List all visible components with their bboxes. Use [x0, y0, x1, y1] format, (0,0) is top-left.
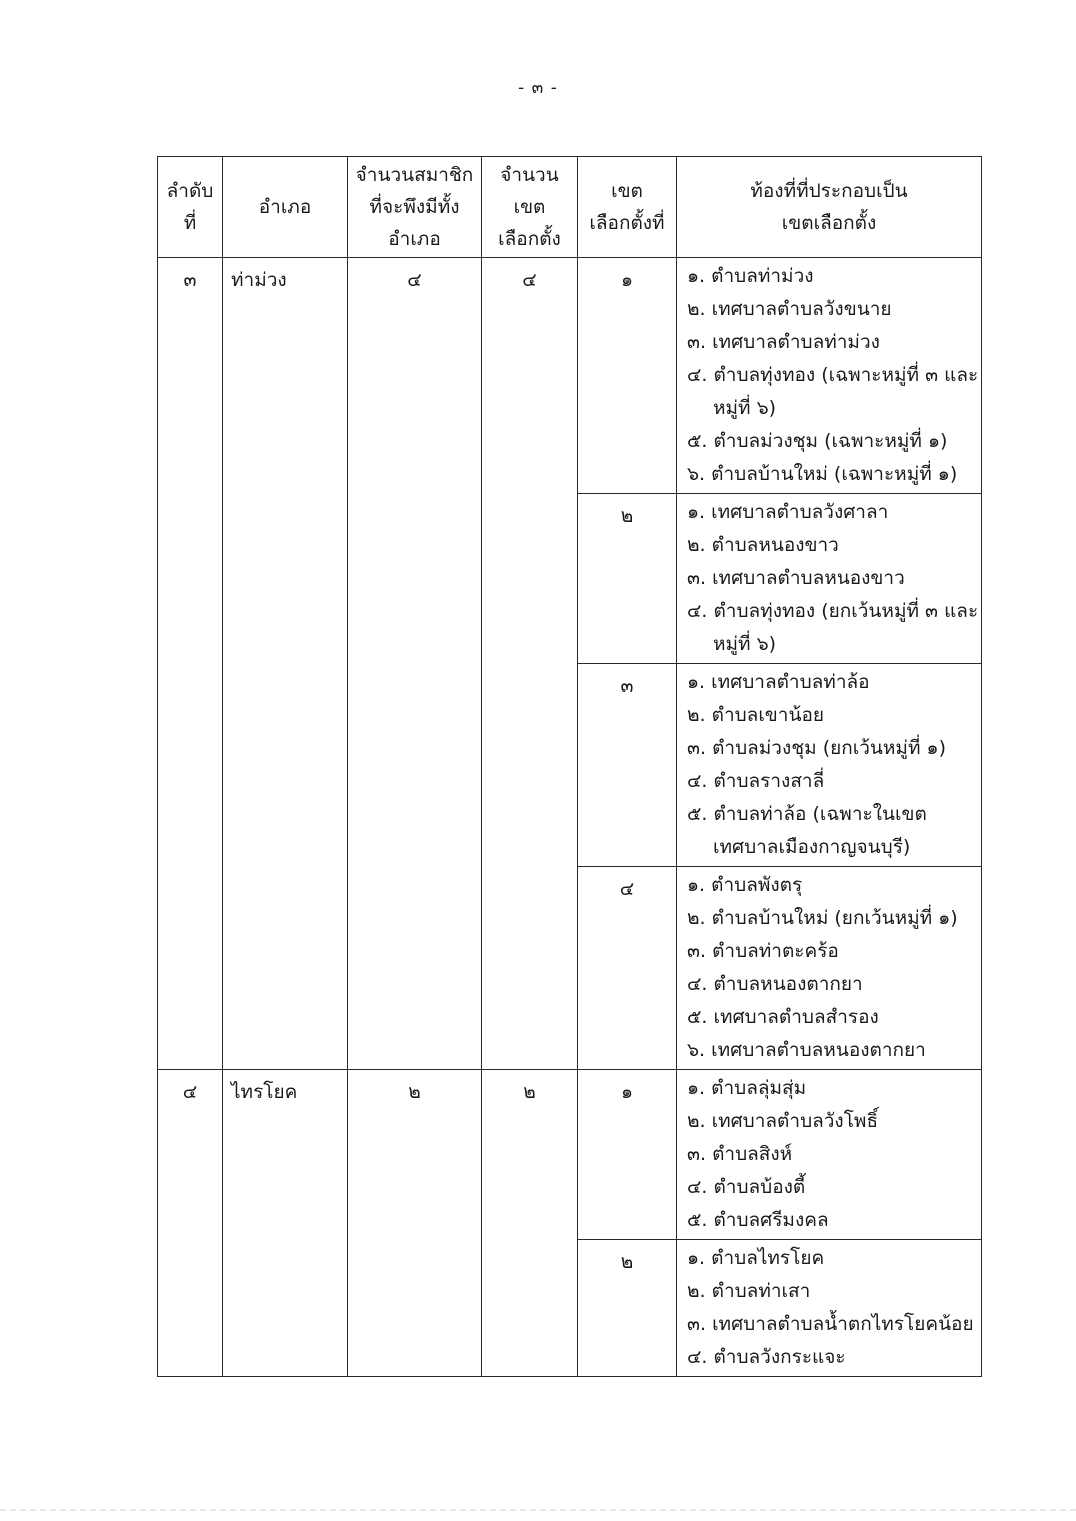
- area-item: ๓. เทศบาลตำบลน้ำตกไทรโยคน้อย: [687, 1313, 974, 1335]
- header-zone-count: [482, 157, 578, 258]
- area-item: ๕. ตำบลท่าล้อ (เฉพาะในเขต เทศบาลเมืองกาญจนบุรี): [687, 803, 927, 858]
- zone-cell: ๒: [578, 1240, 677, 1377]
- area-item: ๒. ตำบลเขาน้อย: [687, 704, 824, 726]
- area-item: ๑. เทศบาลตำบลวังศาลา: [687, 501, 889, 523]
- table-body: [158, 258, 982, 1377]
- header-areas-line: ท้องที่ที่ประกอบเป็น: [750, 180, 908, 202]
- header-order-line: ลำดับ: [166, 180, 214, 202]
- zone-cell: ๔: [578, 867, 677, 1070]
- header-order: [158, 157, 223, 258]
- areas-cell: [677, 258, 982, 494]
- zone-cell: ๓: [578, 664, 677, 867]
- area-item: ๑. ตำบลไทรโยค: [687, 1247, 825, 1269]
- header-zone-count-line: จำนวน: [500, 164, 559, 186]
- scan-edge-divider: [0, 1509, 1076, 1511]
- header-amphoe: อำเภอ: [223, 157, 348, 258]
- amphoe-cell: ท่าม่วง: [223, 258, 348, 1070]
- members-cell: ๒: [348, 1070, 482, 1377]
- area-item: ๑. ตำบลพังตรุ: [687, 874, 803, 896]
- header-zone-line: เลือกตั้งที่: [589, 212, 665, 234]
- area-item: ๖. ตำบลบ้านใหม่ (เฉพาะหมู่ที่ ๑): [687, 463, 958, 485]
- header-zone-line: เขต: [611, 180, 643, 202]
- zone-cell: ๒: [578, 494, 677, 664]
- area-item: ๖. เทศบาลตำบลหนองตากยา: [687, 1039, 926, 1061]
- zone-count-cell: ๔: [482, 258, 578, 1070]
- zone-cell: ๑: [578, 1070, 677, 1240]
- zone-count-cell: ๒: [482, 1070, 578, 1377]
- header-members: [348, 157, 482, 258]
- area-item: ๒. ตำบลท่าเสา: [687, 1280, 811, 1302]
- order-cell: ๓: [158, 258, 223, 1070]
- area-item: ๔. ตำบลทุ่งทอง (เฉพาะหมู่ที่ ๓ และ หมู่ที่ ๖): [687, 364, 979, 419]
- area-item: ๑. ตำบลท่าม่วง: [687, 265, 814, 287]
- header-zone-count-line: เขต: [513, 196, 546, 218]
- header-order-line: ที่: [183, 212, 197, 234]
- areas-cell: [677, 1070, 982, 1240]
- area-item: ๕. ตำบลศรีมงคล: [687, 1209, 829, 1231]
- areas-cell: [677, 494, 982, 664]
- header-members-line: ที่จะพึงมีทั้ง: [369, 196, 460, 218]
- table-row: [158, 258, 982, 494]
- area-item: ๓. ตำบลสิงห์: [687, 1143, 793, 1165]
- header-zone-count-line: เลือกตั้ง: [498, 228, 561, 250]
- area-item: ๓. เทศบาลตำบลท่าม่วง: [687, 331, 880, 353]
- area-item: ๔. ตำบลหนองตากยา: [687, 973, 863, 995]
- area-item: ๒. เทศบาลตำบลวังขนาย: [687, 298, 892, 320]
- header-members-line: จำนวนสมาชิก: [355, 164, 474, 186]
- table-header: [158, 157, 982, 258]
- amphoe-cell: ไทรโยค: [223, 1070, 348, 1377]
- order-cell: ๔: [158, 1070, 223, 1377]
- header-members-line: อำเภอ: [388, 228, 441, 250]
- areas-cell: [677, 867, 982, 1070]
- area-item: ๒. ตำบลบ้านใหม่ (ยกเว้นหมู่ที่ ๑): [687, 907, 958, 929]
- header-areas: [677, 157, 982, 258]
- area-item: ๕. ตำบลม่วงชุม (เฉพาะหมู่ที่ ๑): [687, 430, 948, 452]
- area-item: ๒. เทศบาลตำบลวังโพธิ์: [687, 1110, 879, 1132]
- members-cell: ๔: [348, 258, 482, 1070]
- area-item: ๔. ตำบลวังกระแจะ: [687, 1346, 846, 1368]
- areas-cell: [677, 1240, 982, 1377]
- area-item: ๓. ตำบลท่าตะคร้อ: [687, 940, 839, 962]
- area-item: ๓. เทศบาลตำบลหนองขาว: [687, 567, 905, 589]
- area-item: ๓. ตำบลม่วงชุม (ยกเว้นหมู่ที่ ๑): [687, 737, 946, 759]
- area-item: ๒. ตำบลหนองขาว: [687, 534, 839, 556]
- area-item: ๔. ตำบลบ้องตี้: [687, 1176, 806, 1198]
- area-item: ๑. ตำบลลุ่มสุ่ม: [687, 1077, 807, 1099]
- zone-cell: ๑: [578, 258, 677, 494]
- area-item: ๕. เทศบาลตำบลสำรอง: [687, 1006, 879, 1028]
- header-areas-line: เขตเลือกตั้ง: [781, 212, 877, 234]
- areas-cell: [677, 664, 982, 867]
- area-item: ๔. ตำบลรางสาลี่: [687, 770, 825, 792]
- election-district-table: [157, 156, 982, 1377]
- header-zone: [578, 157, 677, 258]
- area-item: ๔. ตำบลทุ่งทอง (ยกเว้นหมู่ที่ ๓ และ หมู่ที่ ๖): [687, 600, 979, 655]
- page-number: - ๓ -: [518, 78, 558, 98]
- table-row: [158, 1070, 982, 1240]
- area-item: ๑. เทศบาลตำบลท่าล้อ: [687, 671, 870, 693]
